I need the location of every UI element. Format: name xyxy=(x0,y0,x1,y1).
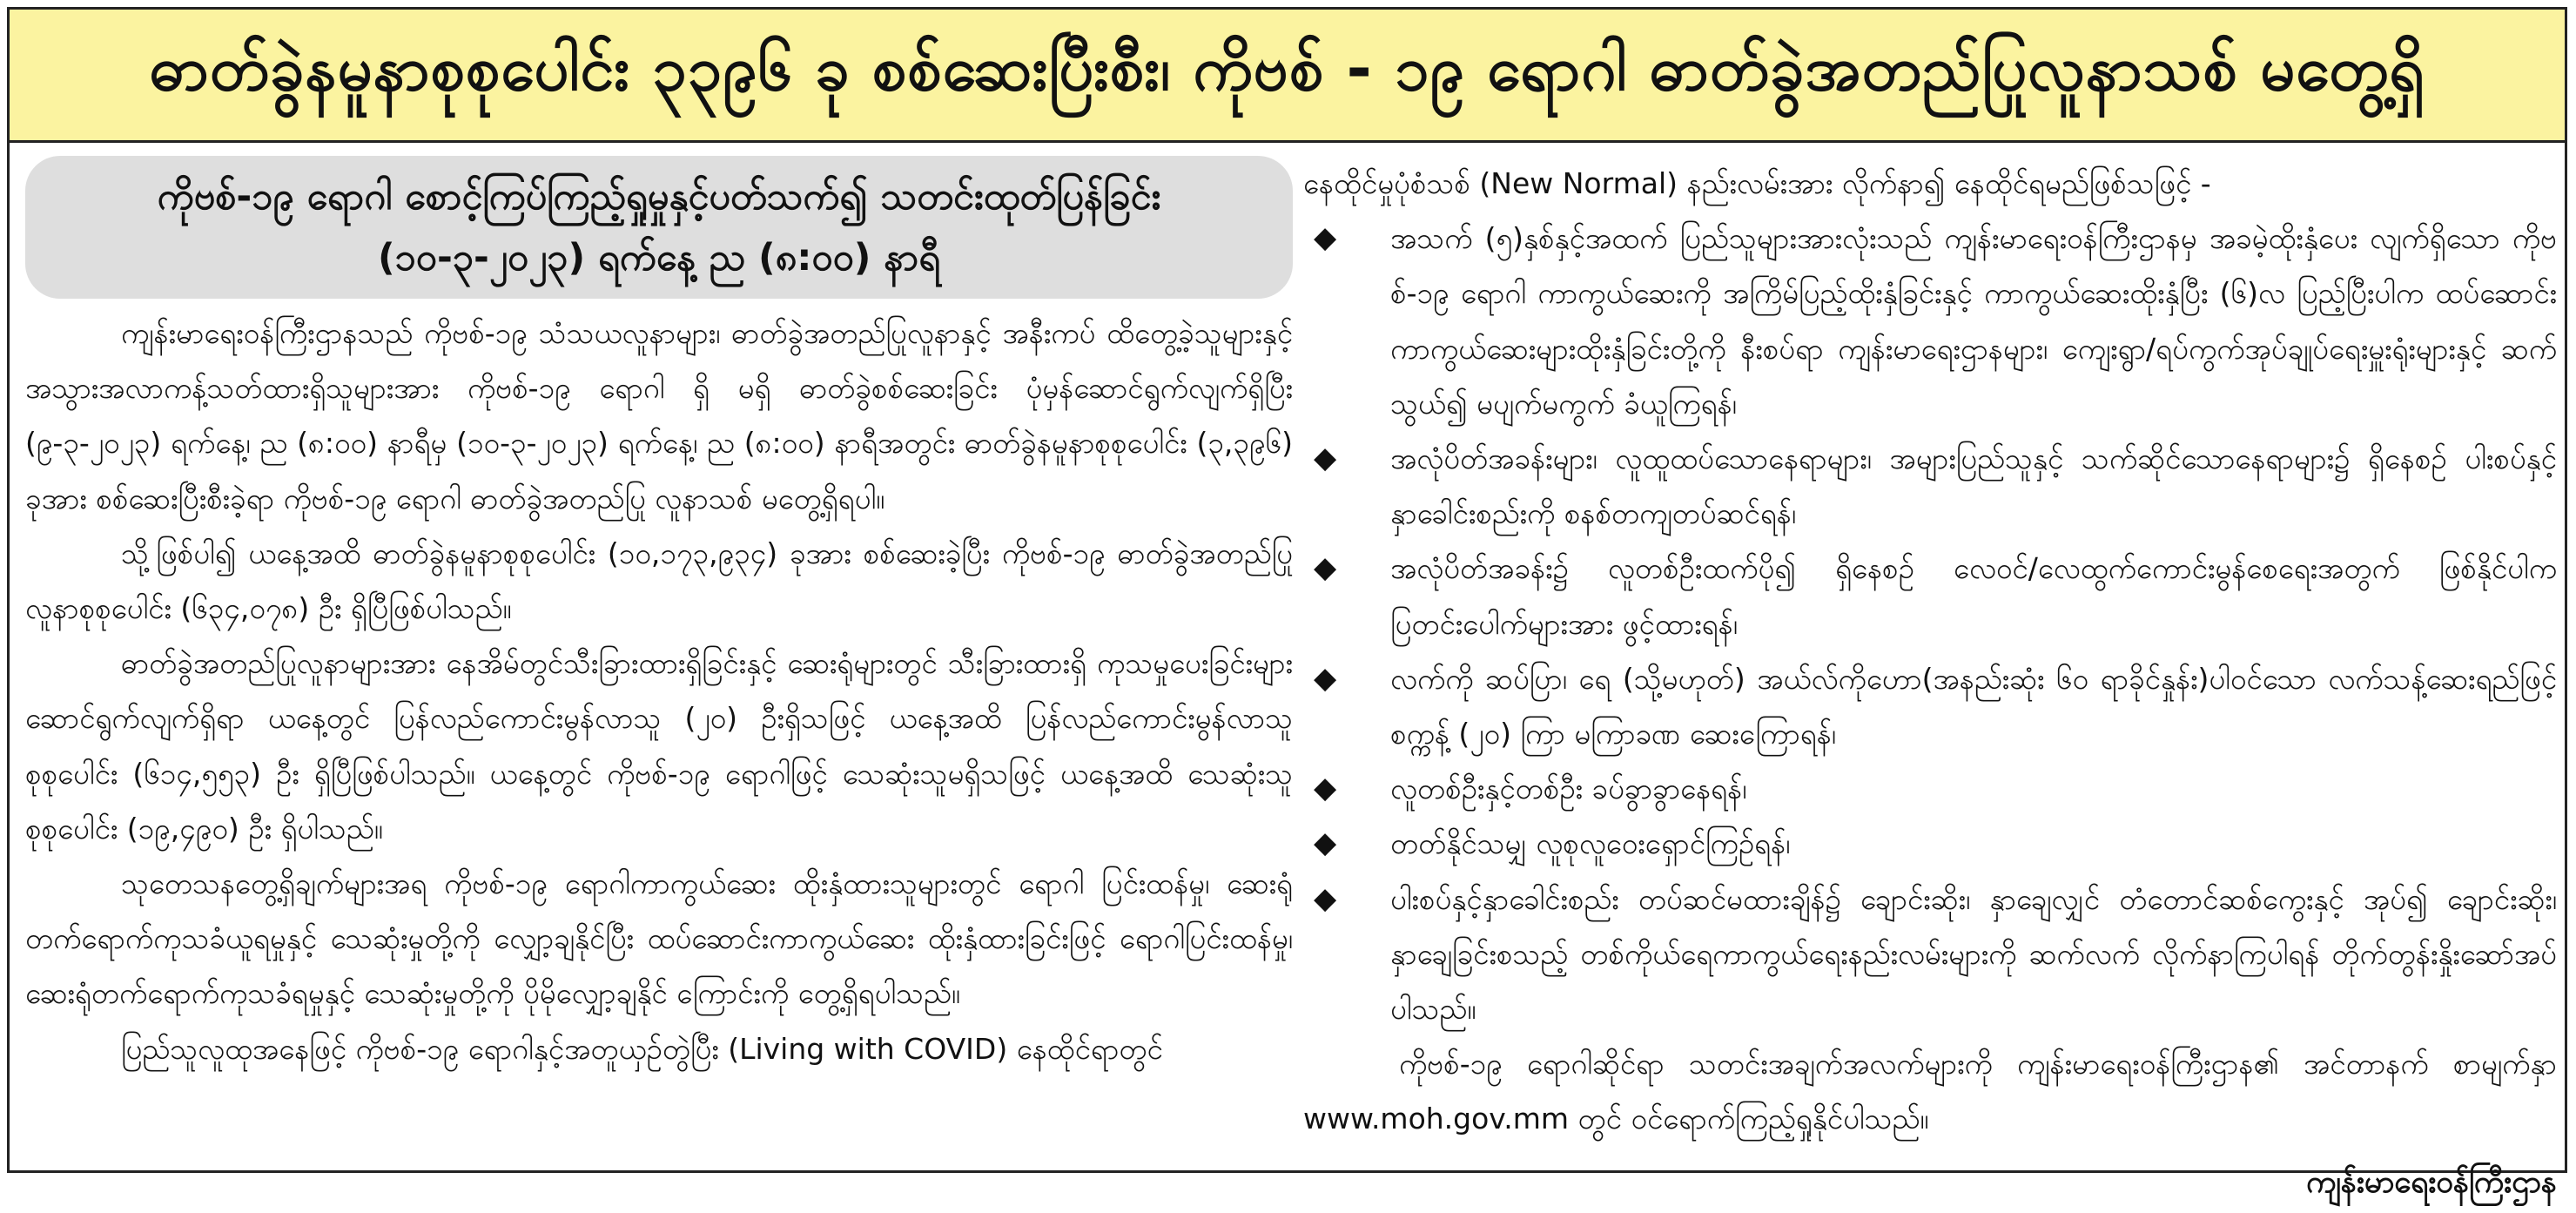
list-item: ◆ လက်ကို ဆပ်ပြာ၊ ရေ (သို့မဟုတ်) အယ်လ်ကိုဟော(အနည်းဆုံး ၆၀ ရာခိုင်နှုန်း)ပါဝင်သော လက်သန့်ဆေးရည်ဖြင့် စက္ကန့် (၂၀) ကြာ မကြာခဏ ဆေးကြောရန်၊ xyxy=(1303,651,2557,761)
paragraph-new-normal: နေထိုင်မှုပုံစံသစ် (New Normal) နည်းလမ်းအား လိုက်နာ၍ နေထိုင်ရမည်ဖြစ်သဖြင့် - xyxy=(1303,166,2211,200)
left-column xyxy=(25,156,1293,1164)
subheading-box xyxy=(25,156,1293,299)
paragraph-living-with-covid: ပြည်သူလူထုအနေဖြင့် ကိုဗစ်-၁၉ ရောဂါနှင့်အတူယှဉ်တွဲပြီး (Living with COVID) နေထိုင်ရာတွင် xyxy=(121,1031,1163,1066)
paragraph-recovery: ဓာတ်ခွဲအတည်ပြုလူနာများအား နေအိမ်တွင်သီးခြားထားရှိခြင်းနှင့် ဆေးရုံများတွင် သီးခြားထားရှိ ကုသမှုပေးခြင်းများ ဆောင်ရွက်လျက်ရှိရာ ယနေ့တွင် ပြန်လည်ကောင်းမွန်လာသူ (၂၀) ဦးရှိသဖြင့် ယနေ့အထိ ပြန်လည်ကောင်းမွန်လာသူစုစုပေါင်း (၆၁၄,၅၅၃) ဦး ရှိပြီဖြစ်ပါသည်။ ယနေ့တွင် ကိုဗစ်-၁၉ ရောဂါဖြင့် သေဆုံးသူမရှိသဖြင့် ယနေ့အထိ သေဆုံးသူစုစုပေါင်း (၁၉,၄၉၀) ဦး ရှိပါသည်။ xyxy=(25,646,1293,846)
diamond-bullet-icon: ◆ xyxy=(1314,771,1337,806)
list-item: ◆ ပါးစပ်နှင့်နှာခေါင်းစည်း တပ်ဆင်မထားချိန်၌ ချောင်းဆိုး၊ နှာချေလျှင် တံတောင်ဆစ်ကွေးနှင့် အုပ်၍ ချောင်းဆိုး၊ နှာချေခြင်းစသည့် တစ်ကိုယ်ရေကာကွယ်ရေးနည်းလမ်းများကို ဆက်လက် လိုက်နာကြပါရန် တိုက်တွန်းနှိုးဆော်အပ်ပါသည်။ xyxy=(1303,872,2557,1037)
headline-banner xyxy=(10,10,2565,143)
diamond-bullet-icon: ◆ xyxy=(1314,660,1337,696)
paragraph-tests: ကျန်းမာရေးဝန်ကြီးဌာနသည် ကိုဗစ်-၁၉ သံသယလူနာများ၊ ဓာတ်ခွဲအတည်ပြုလူနာနှင့် အနီးကပ် ထိတွေ့ခဲ့သူများနှင့် အသွားအလာကန့်သတ်ထားရှိသူများအား ကိုဗစ်-၁၉ ရောဂါ ရှိ မရှိ ဓာတ်ခွဲစစ်ဆေးခြင်း ပုံမှန်ဆောင်ရွက်လျက်ရှိပြီး (၉-၃-၂၀၂၃) ရက်နေ့၊ ည (၈:၀၀) နာရီမှ (၁၀-၃-၂၀၂၃) ရက်နေ့၊ ည (၈:၀၀) နာရီအတွင်း ဓာတ်ခွဲနမူနာစုစုပေါင်း (၃,၃၉၆) ခုအား စစ်ဆေးပြီးစီးခဲ့ရာ ကိုဗစ်-၁၉ ရောဂါ ဓာတ်ခွဲအတည်ပြု လူနာသစ် မတွေ့ရှိရပါ။ xyxy=(25,316,1293,516)
paragraph-research: သုတေသနတွေ့ရှိချက်များအရ ကိုဗစ်-၁၉ ရောဂါကာကွယ်ဆေး ထိုးနှံထားသူများတွင် ရောဂါ ပြင်းထန်မှု၊ ဆေးရုံတက်ရောက်ကုသခံယူရမှုနှင့် သေဆုံးမှုတို့ကို လျှော့ချနိုင်ပြီး ထပ်ဆောင်းကာကွယ်ဆေး ထိုးနှံထားခြင်းဖြင့် ရောဂါပြင်းထန်မှု၊ ဆေးရုံတက်ရောက်ကုသခံရမှုနှင့် သေဆုံးမှုတို့ကို ပိုမိုလျှော့ချနိုင် ကြောင်းကို တွေ့ရှိရပါသည်။ xyxy=(25,866,1293,1011)
guideline-list xyxy=(1303,211,2557,1036)
subheading-title: ကိုဗစ်-၁၉ ရောဂါ စောင့်ကြပ်ကြည့်ရှုမှုနှင့်ပတ်သက်၍ သတင်းထုတ်ပြန်ခြင်း xyxy=(157,175,1161,219)
list-item: ◆ လူတစ်ဦးနှင့်တစ်ဦး ခပ်ခွာခွာနေရန်၊ xyxy=(1303,761,2557,816)
paragraph-totals: သို့ဖြစ်ပါ၍ ယနေ့အထိ ဓာတ်ခွဲနမူနာစုစုပေါင်း (၁၀,၁၇၃,၉၃၄) ခုအား စစ်ဆေးခဲ့ပြီး ကိုဗစ်-၁၉ ဓာတ်ခွဲအတည်ပြုလူနာစုစုပေါင်း (၆၃၄,၀၇၈) ဦး ရှိပြီဖြစ်ပါသည်။ xyxy=(25,536,1293,626)
list-item: ◆ အသက် (၅)နှစ်နှင့်အထက် ပြည်သူများအားလုံးသည် ကျန်းမာရေးဝန်ကြီးဌာနမှ အခမဲ့ထိုးနှံပေး လျက်ရှိသော ကိုဗစ်-၁၉ ရောဂါ ကာကွယ်ဆေးကို အကြိမ်ပြည့်ထိုးနှံခြင်းနှင့် ကာကွယ်ဆေးထိုးနှံပြီး (၆)လ ပြည့်ပြီးပါက ထပ်ဆောင်းကာကွယ်ဆေးများထိုးနှံခြင်းတို့ကို နီးစပ်ရာ ကျန်းမာရေးဌာနများ၊ ကျေးရွာ/ရပ်ကွက်အုပ်ချုပ်ရေးမှူးရုံးများနှင့် ဆက်သွယ်၍ မပျက်မကွက် ခံယူကြရန်၊ xyxy=(1303,211,2557,431)
list-item: ◆ အလုံပိတ်အခန်းများ၊ လူထူထပ်သောနေရာများ၊ အများပြည်သူနှင့် သက်ဆိုင်သောနေရာများ၌ ရှိနေစဉ် ပါးစပ်နှင့်နှာခေါင်းစည်းကို စနစ်တကျတပ်ဆင်ရန်၊ xyxy=(1303,431,2557,541)
announcement-page xyxy=(7,7,2567,1200)
list-item: ◆ အလုံပိတ်အခန်း၌ လူတစ်ဦးထက်ပို၍ ရှိနေစဉ် လေဝင်/လေထွက်ကောင်းမွန်စေရေးအတွက် ဖြစ်နိုင်ပါက ပြတင်းပေါက်များအား ဖွင့်ထားရန်၊ xyxy=(1303,541,2557,650)
signature: ကျန်းမာရေးဝန်ကြီးဌာန xyxy=(2306,1164,2557,1200)
diamond-bullet-icon: ◆ xyxy=(1314,550,1337,586)
diamond-bullet-icon: ◆ xyxy=(1314,220,1337,256)
subheading-date: (၁၀-၃-၂၀၂၃) ရက်နေ့ ည (၈:၀၀) နာရီ xyxy=(377,236,941,280)
headline: ဓာတ်ခွဲနမူနာစုစုပေါင်း ၃၃၉၆ ခု စစ်ဆေးပြီးစီး၊ ကိုဗစ် - ၁၉ ရောဂါ ဓာတ်ခွဲအတည်ပြုလူနာသစ် မတွေ့ရှိ xyxy=(149,32,2425,104)
diamond-bullet-icon: ◆ xyxy=(1314,880,1337,916)
diamond-bullet-icon: ◆ xyxy=(1314,441,1337,476)
diamond-bullet-icon: ◆ xyxy=(1314,826,1337,861)
right-column xyxy=(1303,156,2557,1200)
list-item: ◆ တတ်နိုင်သမျှ လူစုလူဝေးရှောင်ကြဉ်ရန်၊ xyxy=(1303,816,2557,871)
paragraph-website: ကိုဗစ်-၁၉ ရောဂါဆိုင်ရာ သတင်းအချက်အလက်များကို ကျန်းမာရေးဝန်ကြီးဌာန၏ အင်တာနက် စာမျက်နှာ www.moh.gov.mm တွင် ဝင်ရောက်ကြည့်ရှုနိုင်ပါသည်။ xyxy=(1303,1047,2557,1136)
